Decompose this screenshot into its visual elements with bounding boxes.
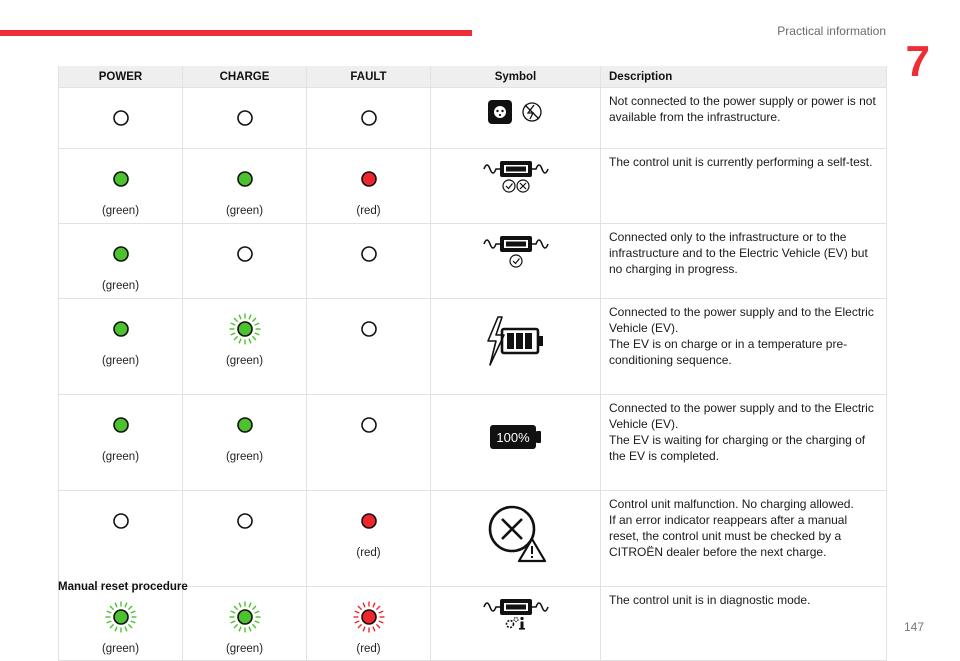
table-row <box>59 299 887 395</box>
fault-indicator-cell <box>307 587 431 661</box>
charge-lamp-icon <box>227 236 263 272</box>
description-text: Connected to the power supply and to the Electric Vehicle (EV). <box>609 401 874 431</box>
battery-full-icon <box>484 417 548 457</box>
description-text: The control unit is in diagnostic mode. <box>609 593 811 607</box>
table-row <box>59 149 887 224</box>
charge-lamp-label: (green) <box>225 355 264 367</box>
fault-indicator-cell <box>307 88 431 149</box>
power-lamp-icon <box>103 407 139 443</box>
power-indicator-cell <box>59 587 183 661</box>
power-lamp-icon <box>103 311 139 347</box>
charging-status-table <box>58 66 887 661</box>
table-row <box>59 587 887 661</box>
table-row <box>59 224 887 299</box>
power-lamp-label: (green) <box>101 205 140 217</box>
battery-charging-icon <box>484 313 548 369</box>
power-lamp-label: (green) <box>101 280 140 292</box>
self-test-icon <box>482 155 550 195</box>
connected-check-icon <box>482 230 550 270</box>
description-text: The EV is waiting for charging or the charging of the EV is completed. <box>609 433 866 463</box>
fault-lamp-icon <box>351 311 387 347</box>
column-header-symbol: Symbol <box>431 66 601 88</box>
description-cell <box>601 587 887 661</box>
table-header-row <box>59 66 887 88</box>
symbol-cell <box>431 395 601 491</box>
charge-indicator-cell <box>183 395 307 491</box>
charge-indicator-cell <box>183 224 307 299</box>
symbol-cell <box>431 149 601 224</box>
fault-lamp-icon <box>351 503 387 539</box>
power-lamp-label: (green) <box>101 355 140 367</box>
charge-indicator-cell <box>183 149 307 224</box>
charge-lamp-label: (green) <box>225 451 264 463</box>
power-lamp-icon <box>103 100 139 136</box>
power-lamp-label: (green) <box>101 643 140 655</box>
symbol-cell <box>431 491 601 587</box>
description-cell <box>601 88 887 149</box>
fault-indicator-cell <box>307 149 431 224</box>
fault-lamp-icon <box>351 161 387 197</box>
header-accent-bar <box>0 30 472 36</box>
description-cell <box>601 299 887 395</box>
charge-indicator-cell <box>183 88 307 149</box>
charge-indicator-cell <box>183 299 307 395</box>
power-lamp-icon <box>103 599 139 635</box>
plug-no-power-icon <box>486 97 546 127</box>
symbol-cell <box>431 88 601 149</box>
manual-reset-heading: Manual reset procedure <box>58 581 188 593</box>
charge-lamp-icon <box>227 503 263 539</box>
power-indicator-cell <box>59 88 183 149</box>
power-indicator-cell <box>59 299 183 395</box>
power-lamp-icon <box>103 161 139 197</box>
charge-lamp-icon <box>227 100 263 136</box>
fault-lamp-icon <box>351 599 387 635</box>
description-text: Connected only to the infrastructure or to the infrastructure and to the Electric Vehicle (EV) but no charging in progress. <box>609 230 868 276</box>
power-indicator-cell <box>59 395 183 491</box>
fault-indicator-cell <box>307 395 431 491</box>
description-text: Connected to the power supply and to the Electric Vehicle (EV). <box>609 305 874 335</box>
description-text: The control unit is currently performing a self-test. <box>609 155 873 169</box>
section-title: Practical information <box>777 24 886 38</box>
description-text: The EV is on charge or in a temperature pre-conditioning sequence. <box>609 337 848 367</box>
charge-lamp-icon <box>227 311 263 347</box>
description-cell <box>601 395 887 491</box>
description-text: Control unit malfunction. No charging allowed. <box>609 497 854 511</box>
table-row <box>59 491 887 587</box>
fault-lamp-icon <box>351 100 387 136</box>
charge-indicator-cell <box>183 587 307 661</box>
description-text: Not connected to the power supply or power is not available from the infrastructure. <box>609 94 876 124</box>
page-number: 147 <box>903 620 924 634</box>
description-cell <box>601 224 887 299</box>
fault-lamp-label: (red) <box>356 205 381 217</box>
table-row <box>59 88 887 149</box>
power-lamp-icon <box>103 236 139 272</box>
column-header-charge: CHARGE <box>183 66 307 88</box>
symbol-cell <box>431 224 601 299</box>
battery-percent-text: 100% <box>495 430 530 445</box>
description-cell <box>601 491 887 587</box>
diagnostic-mode-icon <box>482 593 550 633</box>
charge-lamp-icon <box>227 407 263 443</box>
column-header-description: Description <box>601 66 887 88</box>
column-header-fault: FAULT <box>307 66 431 88</box>
chapter-number: 7 <box>905 37 930 86</box>
fault-lamp-icon <box>351 236 387 272</box>
power-indicator-cell <box>59 149 183 224</box>
symbol-cell <box>431 587 601 661</box>
description-text: If an error indicator reappears after a manual reset, the control unit must be checked by a CITROËN dealer before the next charge. <box>609 513 848 559</box>
description-cell <box>601 149 887 224</box>
fault-indicator-cell <box>307 299 431 395</box>
power-lamp-icon <box>103 503 139 539</box>
charge-lamp-icon <box>227 599 263 635</box>
power-lamp-label: (green) <box>101 451 140 463</box>
fault-lamp-label: (red) <box>356 547 381 559</box>
malfunction-warning-icon <box>484 501 548 565</box>
fault-indicator-cell <box>307 224 431 299</box>
charge-lamp-label: (green) <box>225 205 264 217</box>
power-indicator-cell <box>59 491 183 587</box>
fault-lamp-icon <box>351 407 387 443</box>
column-header-power: POWER <box>59 66 183 88</box>
charge-indicator-cell <box>183 491 307 587</box>
symbol-cell <box>431 299 601 395</box>
charge-lamp-icon <box>227 161 263 197</box>
fault-lamp-label: (red) <box>356 643 381 655</box>
table-row <box>59 395 887 491</box>
power-indicator-cell <box>59 224 183 299</box>
charge-lamp-label: (green) <box>225 643 264 655</box>
fault-indicator-cell <box>307 491 431 587</box>
